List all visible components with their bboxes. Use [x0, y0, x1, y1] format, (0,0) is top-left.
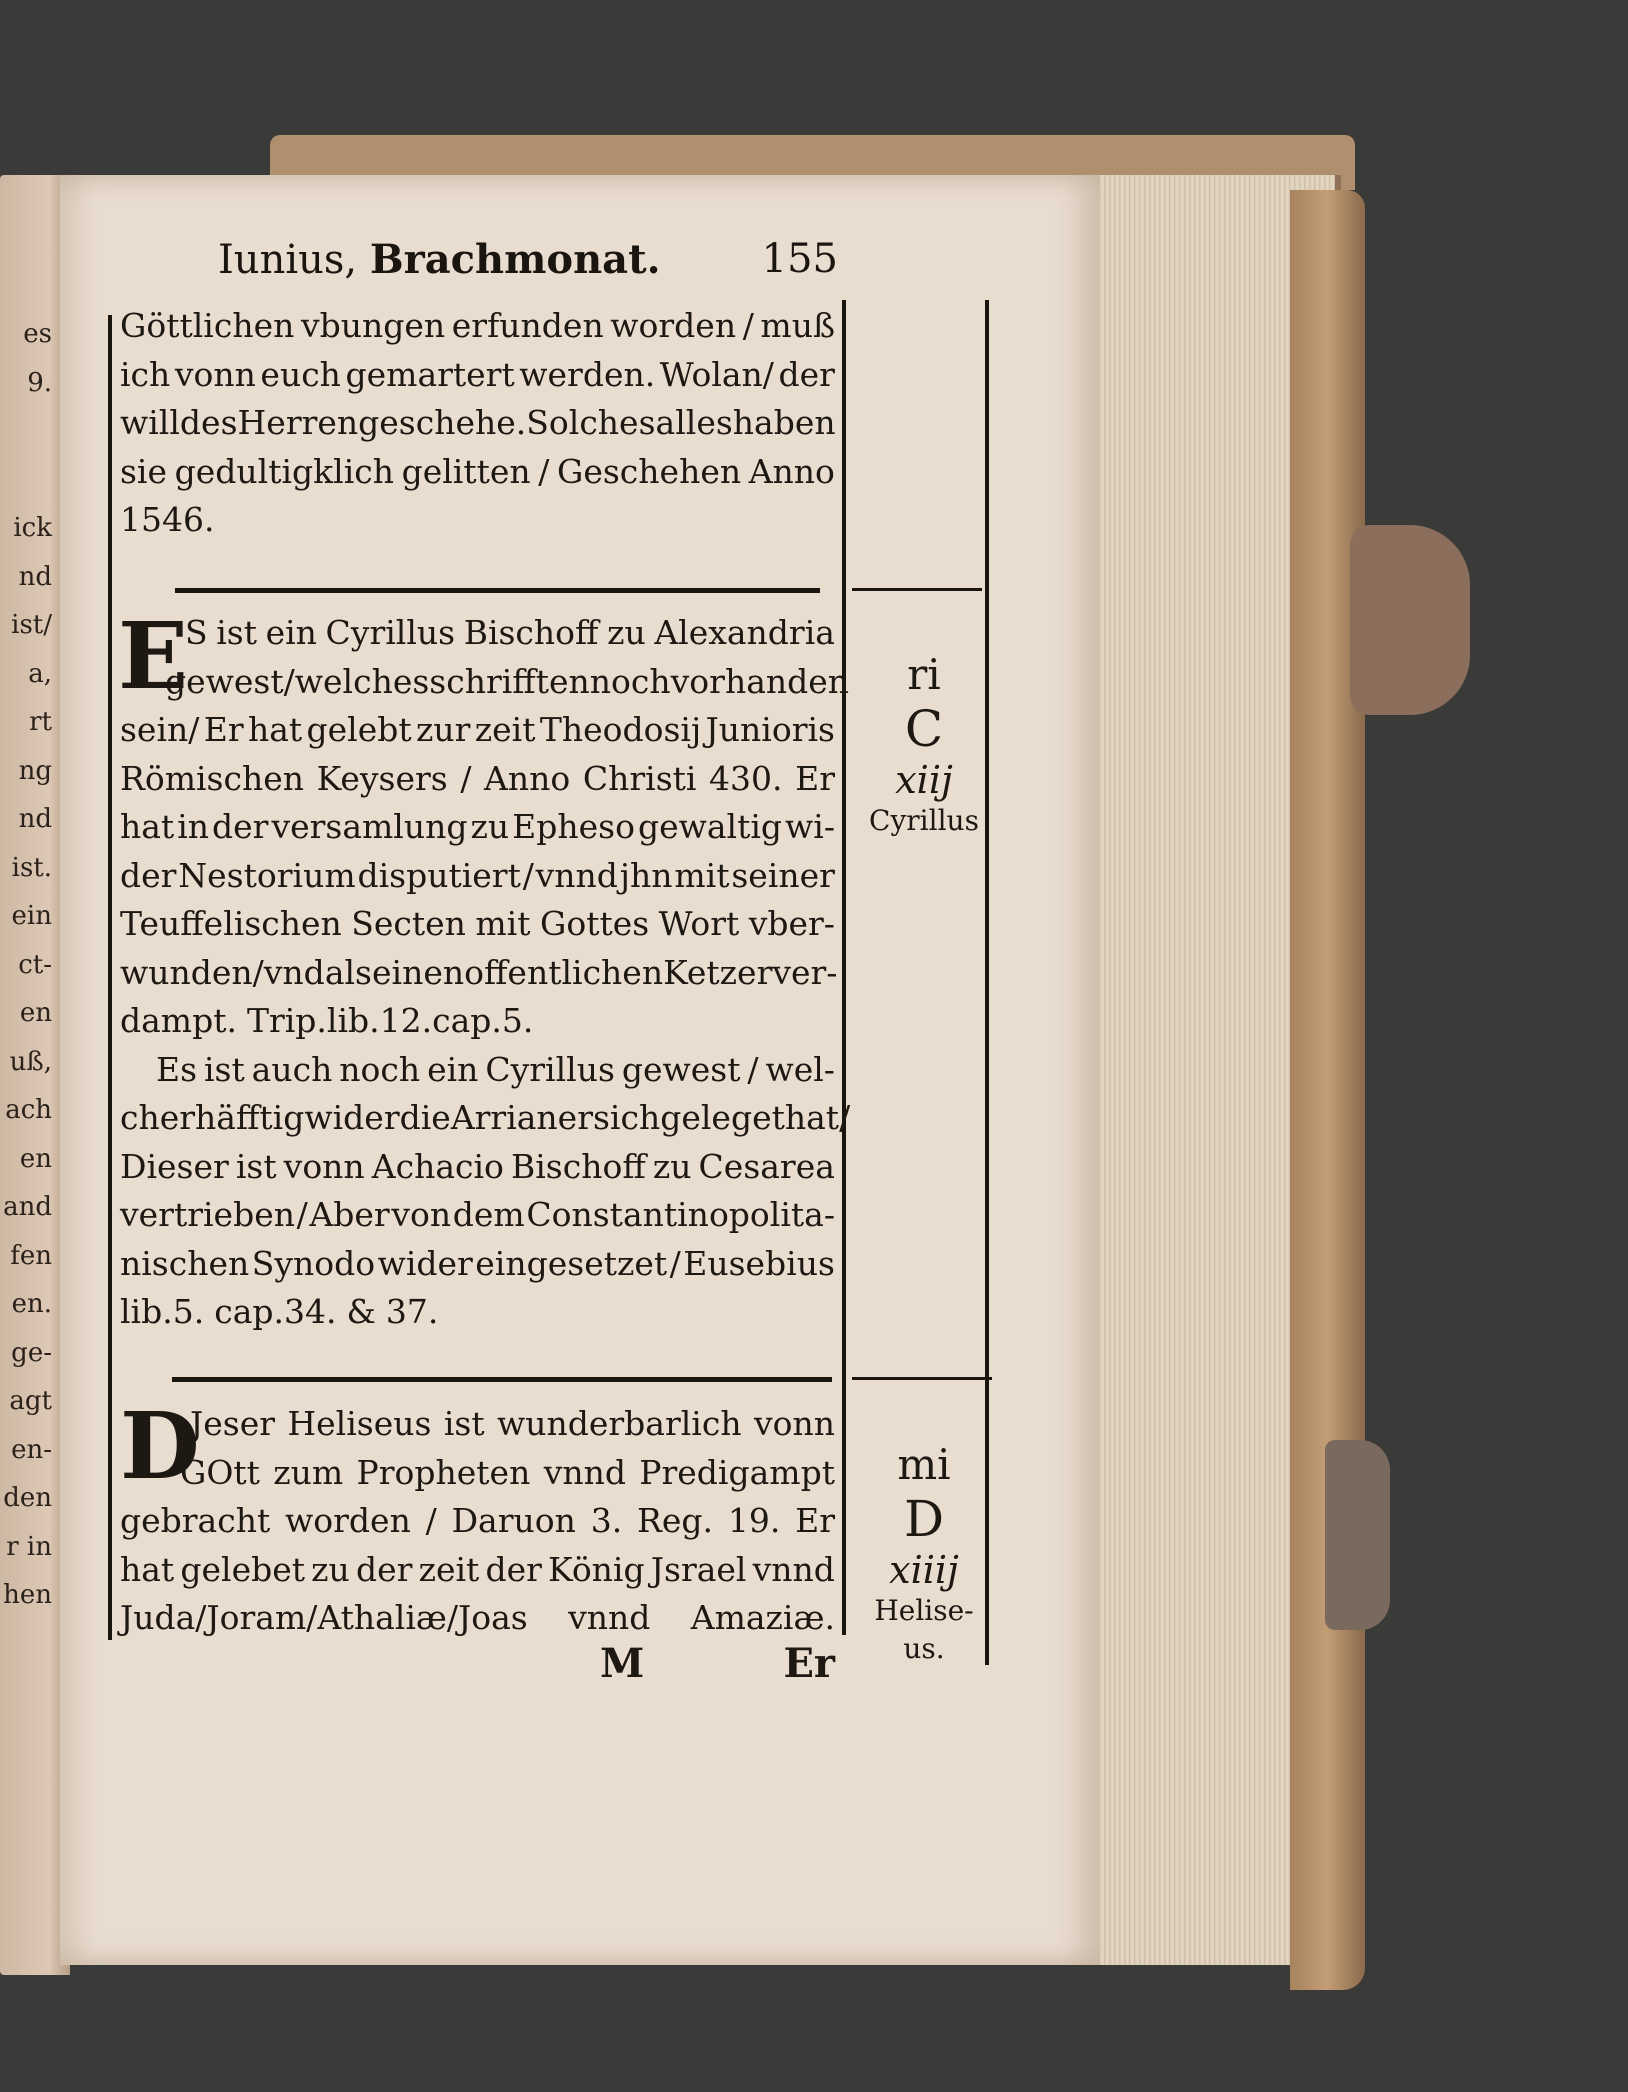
word: Wort — [658, 904, 740, 943]
word: vnnd — [535, 855, 618, 895]
word: alles — [655, 403, 733, 442]
word: vnnd — [752, 1549, 835, 1589]
text-line — [120, 900, 835, 949]
word: Er — [795, 1501, 835, 1540]
word: einen — [371, 952, 465, 992]
running-head — [218, 228, 838, 288]
text-line — [120, 1046, 835, 1095]
word: Anno — [748, 451, 835, 491]
text-line — [120, 803, 835, 852]
word: cher — [120, 1098, 196, 1137]
word: / — [283, 661, 295, 701]
word: zeit — [474, 710, 536, 749]
rule-middle — [842, 300, 846, 1635]
word: ein — [427, 1049, 479, 1089]
rule-margin-2 — [852, 1377, 992, 1380]
previous-page-fragment — [0, 456, 52, 505]
word: hat/ — [784, 1098, 851, 1137]
word: worden — [285, 1501, 411, 1540]
word: worden — [610, 306, 737, 345]
book-cover-side — [1290, 190, 1365, 1990]
word: vonn — [753, 1404, 835, 1443]
margin-letter: C — [904, 700, 944, 758]
word: geleget — [660, 1098, 785, 1137]
drop-capital-e: E — [118, 602, 189, 710]
word: Dieser — [120, 1146, 229, 1186]
word: noch — [339, 1049, 421, 1089]
catchwords — [600, 1640, 840, 1700]
word: König — [548, 1549, 645, 1589]
word: gewest — [165, 661, 284, 701]
word: wunden/vnd — [120, 952, 325, 992]
text-line — [120, 1497, 835, 1546]
previous-page-fragment: nd — [18, 804, 52, 834]
text-line — [120, 302, 835, 351]
word: hat — [247, 710, 303, 749]
margin-name-cont: us. — [903, 1632, 945, 1665]
word: mit — [674, 855, 730, 895]
clasp-upper — [1350, 525, 1470, 715]
word: werden. — [519, 354, 656, 394]
word: ist — [235, 1146, 277, 1186]
page-number: 155 — [761, 236, 838, 282]
word: GOtt — [180, 1452, 260, 1492]
word: / — [522, 855, 534, 895]
word: Jeser — [190, 1404, 275, 1443]
previous-page-fragment: ick — [13, 513, 52, 543]
margin-date: xiiij — [889, 1548, 959, 1592]
text-line — [120, 399, 835, 448]
word: Nestorium — [178, 855, 356, 895]
word: Juda/Joram/Athaliæ/Joas — [120, 1598, 528, 1637]
previous-page-fragment: ach — [5, 1095, 52, 1125]
previous-page-fragment: ist/ — [11, 610, 52, 640]
word: dem — [452, 1195, 525, 1234]
text-line — [120, 351, 835, 400]
word: jhn — [619, 855, 673, 895]
word: wel- — [765, 1049, 835, 1089]
text-line — [120, 1594, 835, 1643]
word: ich — [120, 354, 171, 394]
word: / — [742, 306, 754, 345]
word: gedultigklich — [174, 451, 394, 491]
word: Bischoff — [510, 1146, 646, 1186]
word: / — [296, 1195, 308, 1234]
previous-page-fragment: agt — [9, 1386, 52, 1416]
text-line — [120, 609, 835, 658]
word: geschehe. — [358, 403, 527, 442]
word: Theodosij — [539, 710, 702, 749]
word: offentlichen — [464, 952, 664, 992]
word: Junioris — [705, 710, 835, 749]
word: sie — [120, 451, 168, 491]
word: zu — [311, 1549, 350, 1589]
word: gewaltig — [637, 807, 783, 846]
word: Christi — [582, 758, 697, 798]
previous-page-fragment: ist. — [11, 852, 52, 883]
word: Geschehen — [556, 451, 742, 491]
word: ist — [216, 613, 257, 652]
word: wi- — [785, 807, 835, 846]
margin-date: xiij — [895, 758, 953, 802]
word: vertrieben — [120, 1195, 295, 1234]
previous-page-fragment: and — [3, 1192, 52, 1222]
text-line — [120, 949, 838, 998]
margin-name: Cyrillus — [869, 804, 979, 837]
word: Constantinopolita- — [526, 1195, 835, 1234]
word: haben — [732, 403, 836, 442]
previous-page-fragment: en — [19, 998, 52, 1028]
word: ver- — [772, 952, 838, 992]
running-head-month-german: Brachmonat. — [369, 236, 661, 283]
word: hat — [120, 1549, 175, 1589]
word: Aber — [309, 1195, 390, 1234]
word: / — [460, 758, 472, 798]
text-line — [120, 496, 835, 545]
word: wunderbarlich — [496, 1404, 742, 1443]
word: Solches — [526, 403, 656, 442]
word: zum — [273, 1452, 344, 1492]
previous-page-fragment: den — [3, 1483, 52, 1513]
word: auch — [251, 1049, 333, 1089]
clasp-lower — [1325, 1440, 1390, 1630]
text-line — [120, 1288, 835, 1337]
margin-note-cyrillus — [858, 650, 990, 842]
margin-day-roman: mi — [897, 1440, 951, 1489]
previous-page-fragment: es — [23, 319, 52, 349]
previous-page-fragment: en. — [11, 1289, 52, 1319]
catchword: Er — [783, 1640, 835, 1687]
word: von — [391, 1195, 452, 1234]
text-line — [120, 1240, 835, 1289]
word: Teuffelischen — [120, 904, 342, 943]
word: Wolan/ — [659, 354, 774, 394]
text-line — [120, 1094, 851, 1143]
text-line — [120, 1546, 835, 1595]
text-line — [120, 706, 835, 755]
word: versamlung — [271, 807, 468, 846]
previous-page-fragment — [0, 407, 52, 456]
word: ein — [265, 613, 317, 652]
text-section-2 — [118, 602, 851, 1337]
word: der — [778, 354, 835, 394]
word: noch — [589, 661, 671, 701]
word: eingesetzet — [475, 1243, 668, 1283]
word: wider — [304, 1098, 400, 1137]
word: Predigampt — [639, 1452, 835, 1492]
previous-page-fragment: r in — [6, 1531, 52, 1562]
word: Achacio — [371, 1146, 504, 1186]
word: des — [179, 403, 238, 442]
margin-letter: D — [903, 1490, 945, 1548]
word: dampt. — [120, 1001, 237, 1040]
word: der — [120, 855, 177, 895]
text-line — [120, 658, 850, 707]
word: 3. — [590, 1501, 623, 1540]
word: 430. — [709, 758, 783, 798]
word: gebracht — [120, 1501, 271, 1540]
previous-page-fragment: uß, — [9, 1046, 52, 1077]
word: gelebt — [306, 710, 412, 749]
word: Er — [795, 758, 835, 798]
word: sich — [592, 1098, 661, 1137]
word: Propheten — [356, 1452, 531, 1492]
word: Cyrillus — [485, 1049, 615, 1089]
text-line — [120, 1400, 835, 1449]
word: gewest — [621, 1049, 741, 1089]
word: Cesarea — [698, 1146, 835, 1186]
signature-mark: M — [600, 1640, 645, 1687]
previous-page-fragment: ng — [18, 755, 52, 786]
text-section-3 — [120, 1392, 835, 1643]
word: vnnd — [543, 1452, 626, 1492]
word: Epheso — [512, 807, 635, 846]
word: S — [185, 613, 208, 652]
word: Daruon — [451, 1501, 576, 1540]
word: Heliseus — [287, 1404, 432, 1443]
word: Eusebius — [683, 1243, 835, 1283]
word: vonn — [174, 354, 256, 394]
word: vber- — [748, 904, 835, 943]
word: nischen — [120, 1243, 250, 1283]
word: gemartert — [345, 354, 515, 394]
word: mit — [475, 904, 531, 943]
word: Amaziæ. — [690, 1598, 835, 1637]
word: Anno — [484, 758, 571, 798]
word: 37. — [385, 1292, 439, 1331]
word: der — [485, 1549, 542, 1589]
word: Römischen — [120, 758, 305, 798]
word: gelebet — [180, 1549, 306, 1589]
word: hat — [120, 807, 175, 846]
word: & — [346, 1292, 376, 1331]
word: vnnd — [568, 1598, 651, 1637]
word: Er — [203, 710, 244, 749]
word: schrifften — [429, 661, 590, 701]
previous-page-fragment: fen — [10, 1240, 52, 1271]
word: Synodo — [251, 1243, 376, 1283]
word: / — [538, 451, 550, 491]
previous-page-fragment: ct- — [18, 949, 52, 980]
word: / — [669, 1243, 681, 1283]
rule-left — [108, 315, 112, 1640]
margin-name: Helise- — [874, 1594, 974, 1627]
rule-section-1 — [175, 588, 820, 593]
word: wider — [377, 1243, 473, 1283]
word: lib.5. — [120, 1292, 205, 1331]
word: / — [425, 1501, 437, 1540]
word: zu — [470, 807, 510, 846]
text-line — [120, 448, 835, 497]
word: als — [324, 952, 372, 992]
previous-page-fragment: rt — [29, 707, 52, 737]
rule-section-2 — [172, 1377, 832, 1382]
word: zur — [415, 710, 471, 749]
previous-page-fragment: en- — [11, 1434, 52, 1465]
word: Trip.lib.12.cap.5. — [246, 1001, 534, 1040]
word: muß — [760, 306, 835, 345]
word: Reg. — [637, 1501, 714, 1540]
text-line — [120, 755, 835, 804]
word: zu — [652, 1146, 692, 1186]
drop-capital-d: D — [120, 1392, 200, 1500]
text-line — [120, 997, 835, 1046]
word: Cyrillus — [325, 613, 456, 652]
word: Keysers — [316, 758, 448, 798]
word: euch — [260, 354, 341, 394]
word: ist — [443, 1404, 485, 1443]
word: Alexandria — [654, 613, 835, 652]
previous-page-fragment: ge- — [11, 1337, 52, 1368]
word: zu — [607, 613, 646, 652]
previous-page-fragment: en — [19, 1143, 52, 1174]
word: Ketzer — [663, 952, 773, 992]
text-line — [120, 1143, 835, 1192]
word: ist — [203, 1049, 245, 1089]
word: 19. — [727, 1501, 781, 1540]
word: die — [399, 1098, 451, 1137]
previous-page-text-fragments — [0, 310, 52, 1620]
word: Jsrael — [650, 1549, 747, 1589]
text-section-1 — [120, 302, 835, 545]
word: / — [747, 1049, 759, 1089]
word: Göttlichen — [120, 306, 295, 345]
previous-page-fragment: 9. — [27, 367, 52, 398]
margin-note-heliseus — [858, 1440, 990, 1670]
word: Es — [156, 1049, 198, 1089]
word: vorhanden — [670, 661, 850, 701]
word: Herren — [237, 403, 359, 442]
word: erfunden — [451, 306, 604, 345]
previous-page-fragment: hen — [3, 1580, 52, 1610]
previous-page-fragment: a, — [28, 658, 52, 689]
word: Secten — [351, 904, 466, 943]
margin-day-roman: ri — [907, 650, 941, 699]
text-line — [120, 1191, 835, 1240]
previous-page-fragment: nd — [18, 561, 52, 592]
running-head-title — [218, 236, 661, 283]
word: in — [177, 807, 210, 846]
word: häfftig — [195, 1098, 305, 1137]
word: gelitten — [401, 451, 531, 491]
word: vbungen — [300, 306, 446, 345]
word: cap.34. — [214, 1292, 337, 1331]
word: seiner — [731, 855, 835, 895]
previous-page-fragment: ein — [11, 901, 52, 931]
word: der — [355, 1549, 413, 1589]
word: welches — [294, 661, 430, 701]
text-line — [120, 852, 835, 901]
word: zeit — [418, 1549, 480, 1589]
word: vonn — [283, 1146, 365, 1186]
word: Arrianer — [450, 1098, 593, 1137]
running-head-month: Iunius, — [218, 237, 358, 283]
word: sein/ — [120, 710, 200, 749]
word: der — [212, 807, 269, 846]
word: Gottes — [539, 904, 650, 943]
word: 1546. — [120, 500, 215, 539]
text-line — [120, 1449, 835, 1498]
rule-margin-1 — [852, 588, 982, 591]
word: will — [120, 403, 180, 442]
word: disputiert — [357, 855, 521, 895]
word: Bischoff — [463, 613, 599, 652]
